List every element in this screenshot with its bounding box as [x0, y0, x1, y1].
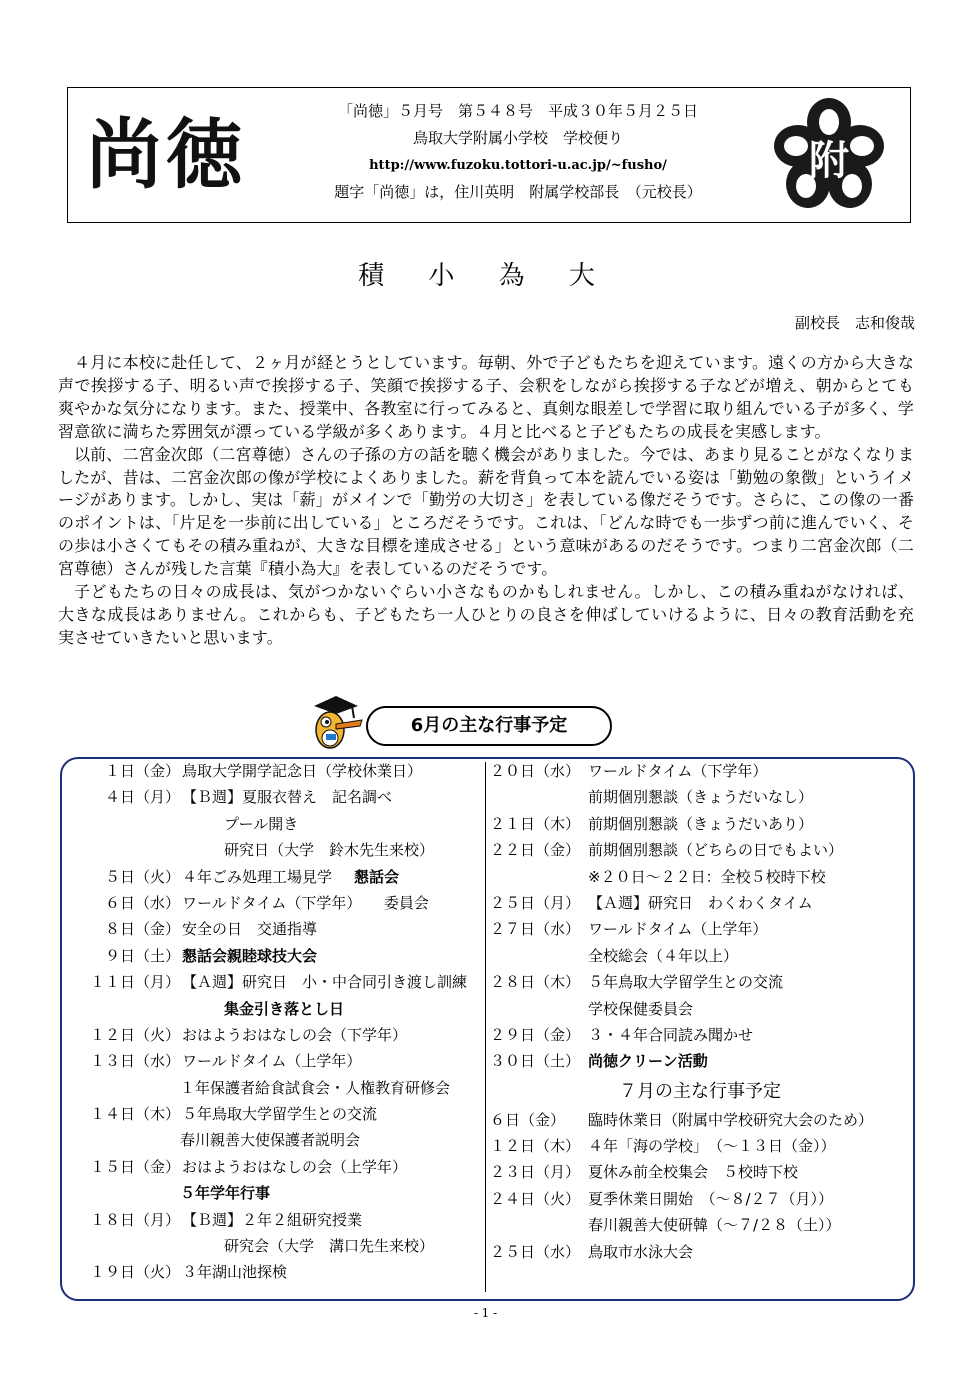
event-label: プール開き [224, 814, 299, 833]
event-label: ワールドタイム（上学年） [588, 920, 768, 939]
event-text [180, 1127, 360, 1153]
event-date: ２４日（火） [490, 1189, 581, 1208]
schedule-row [72, 1101, 482, 1127]
event-label: 【Ｂ週】夏服衣替え 記名調べ [182, 788, 393, 807]
event-highlight: 集金引き落とし日 [224, 999, 345, 1018]
event-text [182, 1022, 407, 1048]
issue-line: 「尚徳」５月号 第５４８号 平成３０年５月２５日 [337, 102, 698, 120]
header-info [298, 98, 738, 206]
schedule-row [490, 1133, 910, 1159]
event-date: ２０日（水） [490, 762, 581, 780]
event-text [224, 1233, 434, 1259]
event-date: ５日（火） [104, 867, 180, 886]
schedule-row [72, 758, 482, 784]
schedule-row [490, 969, 910, 995]
article-author: 副校長 志和俊哉 [794, 314, 915, 332]
event-label: おはようおはなしの会（上学年） [182, 1157, 408, 1176]
schedule-row [490, 1186, 910, 1212]
event-date: １４日（木） [89, 1105, 180, 1124]
schedule-row [72, 1154, 482, 1180]
event-text [588, 1133, 836, 1159]
event-label: ※２０日～２２日：全校５校時下校 [588, 867, 826, 886]
event-date: ２９日（金） [490, 1025, 581, 1044]
schedule-row [490, 943, 910, 969]
event-text [180, 1075, 450, 1101]
event-text [588, 1048, 708, 1074]
schedule-row [490, 1212, 910, 1238]
event-text [588, 837, 843, 863]
event-text [182, 1259, 287, 1285]
event-label: ワールドタイム（下学年） 委員会 [182, 893, 429, 912]
event-date: １日（金） [104, 762, 180, 780]
schedule-row [72, 1180, 482, 1206]
paragraph: ４月に本校に赴任して、２ヶ月が経とうとしています。毎朝、外で子どもたちを迎えています。遠くの方から大きな声で挨拶する子、明るい声で挨拶する子、笑顔で挨拶する子、会釈をしながら挨拶する子などが増え、朝からとても爽やかな気分になります。また、授業中、各教室に行ってみると、真剣な眼差しで学習に取り組んでいる子が多く、学習意欲に満ちた雰囲気が漂っている学級が多くあります。４月と比べると子どもたちの成長を実感します。 [58, 353, 914, 441]
event-label: 夏季休業日開始 （～８/２７（月）） [588, 1189, 834, 1208]
event-label: ５年鳥取大学留学生との交流 [182, 1105, 378, 1124]
schedule-row [490, 1239, 910, 1265]
paragraph: 子どもたちの日々の成長は、気がつかないぐらい小さなものかもしれません。しかし、この積み重ねがなければ、大きな成長はありません。これからも、子どもたち一人ひとりの良さを伸ばしていけるように、日々の教育活動を充実させていきたいと思います。 [58, 582, 914, 647]
event-label: ワールドタイム（上学年） [182, 1052, 362, 1071]
schedule-row [72, 916, 482, 942]
event-text [588, 811, 813, 837]
schedule-row [490, 996, 910, 1022]
event-text [224, 811, 298, 837]
schedule-row [72, 784, 482, 810]
event-date: ３０日（土） [490, 1052, 581, 1071]
event-text [588, 1239, 693, 1265]
schedule-row [72, 1048, 482, 1074]
schedule-row [72, 837, 482, 863]
event-text [588, 864, 826, 890]
schedule-row [72, 1075, 482, 1101]
event-text [182, 916, 317, 942]
event-label: 学校保健委員会 [588, 999, 694, 1018]
event-label: 鳥取市水泳大会 [588, 1242, 694, 1261]
event-text [182, 758, 422, 784]
event-text [588, 1022, 753, 1048]
event-text [182, 943, 317, 969]
schedule-row [490, 890, 910, 916]
event-label: ３・４年合同読み聞かせ [588, 1025, 754, 1044]
event-label: １年保護者給食試食会・人権教育研修会 [180, 1078, 451, 1097]
event-label: 前期個別懇談（きょうだいあり） [588, 814, 814, 833]
event-text [182, 784, 392, 810]
event-label: 安全の日 交通指導 [182, 920, 318, 939]
event-text [182, 1207, 362, 1233]
event-text [182, 969, 467, 995]
school-name: 鳥取大学附属小学校 学校便り [412, 129, 623, 147]
event-date: ８日（金） [104, 920, 180, 939]
schedule-row [490, 916, 910, 942]
june-schedule-left [72, 758, 482, 1286]
schedule-row [72, 969, 482, 995]
event-date: ４日（月） [104, 788, 180, 807]
event-text [588, 758, 767, 784]
event-label: おはようおはなしの会（下学年） [182, 1025, 408, 1044]
june-schedule-right [490, 758, 910, 1265]
owl-mascot-icon [306, 692, 368, 754]
article-body [58, 352, 914, 650]
event-label: 前期個別懇談（きょうだいなし） [588, 788, 814, 807]
event-text [182, 1101, 377, 1127]
event-date: ２７日（水） [490, 920, 581, 939]
schedule-row [490, 1048, 910, 1074]
july-schedule [490, 1107, 910, 1265]
event-date: ２３日（月） [490, 1163, 581, 1182]
schedule-row [72, 996, 482, 1022]
schedule-row [490, 784, 910, 810]
event-label: 全校総会（４年以上） [588, 946, 739, 965]
event-date: １１日（月） [89, 973, 180, 992]
schedule-row [490, 837, 910, 863]
school-url[interactable]: http://www.fuzoku.tottori-u.ac.jp/~fusho/ [369, 158, 667, 173]
schedule-row [72, 811, 482, 837]
schedule-row [490, 864, 910, 890]
event-text [182, 1048, 361, 1074]
event-date: ２８日（木） [490, 973, 581, 992]
event-date: ２５日（水） [490, 1242, 581, 1261]
schedule-row [490, 1107, 910, 1133]
event-label: 【Ｂ週】２年２組研究授業 [182, 1210, 363, 1229]
event-label: ４年「海の学校」 （～１３日（金）） [588, 1137, 836, 1156]
event-label: 春川親善大使研韓（～７/２８（土）） [588, 1216, 841, 1235]
event-label: ワールドタイム（下学年） [588, 762, 768, 780]
event-date: ６日（金） [490, 1110, 566, 1129]
event-text [588, 1186, 833, 1212]
july-schedule-heading: ７月の主な行事予定 [619, 1080, 781, 1102]
event-label: 鳥取大学開学記念日（学校休業日） [182, 762, 423, 780]
event-text [588, 1212, 841, 1238]
event-date: １２日（火） [89, 1025, 180, 1044]
schedule-row [72, 1022, 482, 1048]
paragraph: 以前、二宮金次郎（二宮尊徳）さんの子孫の方の話を聴く機会がありました。今では、あまり見ることがなくなりましたが、昔は、二宮金次郎の像が学校によくありました。薪を背負って本を読んでいる姿は「勤勉の象徴」というイメージがあります。しかし、実は「薪」がメインで「勤労の大切さ」を表している像だそうです。さらに、この像の一番のポイントは、「片足を一歩前に出している」ところだそうです。これは、「どんな時でも一歩ずつ前に進んでいく、その歩は小さくてもその積み重ねが、大きな目標を達成させる」という意味があるのだそうです。つまり二宮金次郎（二宮尊徳）さんが残した言葉『積小為大』を表しているのだそうです。 [58, 444, 914, 579]
event-text [588, 1107, 873, 1133]
event-label: 【Ａ週】研究日 小・中合同引き渡し訓練 [182, 973, 468, 992]
event-date: ２２日（金） [490, 841, 581, 860]
event-date: ６日（水） [104, 893, 180, 912]
event-date: ２１日（木） [490, 814, 581, 833]
event-text [182, 1154, 407, 1180]
crest-character: 附 [809, 137, 849, 184]
schedule-row [72, 943, 482, 969]
schedule-row [490, 758, 910, 784]
event-text [224, 837, 434, 863]
event-text [180, 1180, 270, 1206]
event-text [588, 784, 813, 810]
event-highlight: 尚徳クリーン活動 [588, 1052, 708, 1071]
event-text [588, 969, 783, 995]
event-text [182, 890, 429, 916]
schedule-row [72, 864, 482, 890]
schedule-row [490, 1022, 910, 1048]
event-label: 研究日（大学 鈴木先生来校） [224, 841, 435, 860]
schedule-divider [485, 762, 486, 1292]
event-label: 春川親善大使保護者説明会 [180, 1131, 361, 1150]
event-date: １５日（金） [89, 1157, 180, 1176]
event-date: １３日（水） [89, 1052, 180, 1071]
schedule-row [72, 1259, 482, 1285]
event-highlight: ５年学年行事 [180, 1184, 271, 1203]
event-text [588, 1159, 798, 1185]
page-number: - 1 - [473, 1306, 498, 1320]
event-text [588, 890, 813, 916]
school-crest-icon [770, 96, 888, 214]
event-label: 【Ａ週】研究日 わくわくタイム [588, 893, 813, 912]
event-label: ３年湖山池探検 [182, 1263, 288, 1282]
event-label: 臨時休業日（附属中学校研究大会のため） [588, 1110, 874, 1129]
event-label: 前期個別懇談（どちらの日でもよい） [588, 841, 844, 860]
event-text [588, 916, 767, 942]
event-highlight: 懇話会親睦球技大会 [182, 946, 318, 965]
schedule-row [490, 811, 910, 837]
event-text [224, 996, 344, 1022]
schedule-row [72, 1233, 482, 1259]
schedule-row [72, 1127, 482, 1153]
schedule-row [72, 890, 482, 916]
schedule-heading: 6月の主な行事予定 [366, 706, 612, 746]
event-label: ４年ごみ処理工場見学 [182, 867, 333, 886]
event-text [182, 864, 399, 890]
event-text [588, 943, 738, 969]
event-text [588, 996, 693, 1022]
event-highlight: 懇話会 [354, 867, 400, 886]
calligraphy-credit: 題字「尚徳」は，住川英明 附属学校部長 （元校長） [334, 183, 702, 201]
schedule-row [490, 1159, 910, 1185]
title-calligraphy-logo: 尚徳 [86, 110, 246, 199]
event-date: １８日（月） [89, 1210, 180, 1229]
schedule-row [72, 1207, 482, 1233]
event-label: 研究会（大学 溝口先生来校） [224, 1237, 435, 1256]
article-title: 積 小 為 大 [358, 261, 613, 291]
event-label: 夏休み前全校集会 ５校時下校 [588, 1163, 799, 1182]
event-label: ５年鳥取大学留学生との交流 [588, 973, 784, 992]
newsletter-header [67, 87, 911, 223]
event-date: ９日（土） [104, 946, 180, 965]
event-date: １２日（木） [490, 1137, 581, 1156]
event-date: １９日（火） [89, 1263, 180, 1282]
event-date: ２５日（月） [490, 893, 581, 912]
